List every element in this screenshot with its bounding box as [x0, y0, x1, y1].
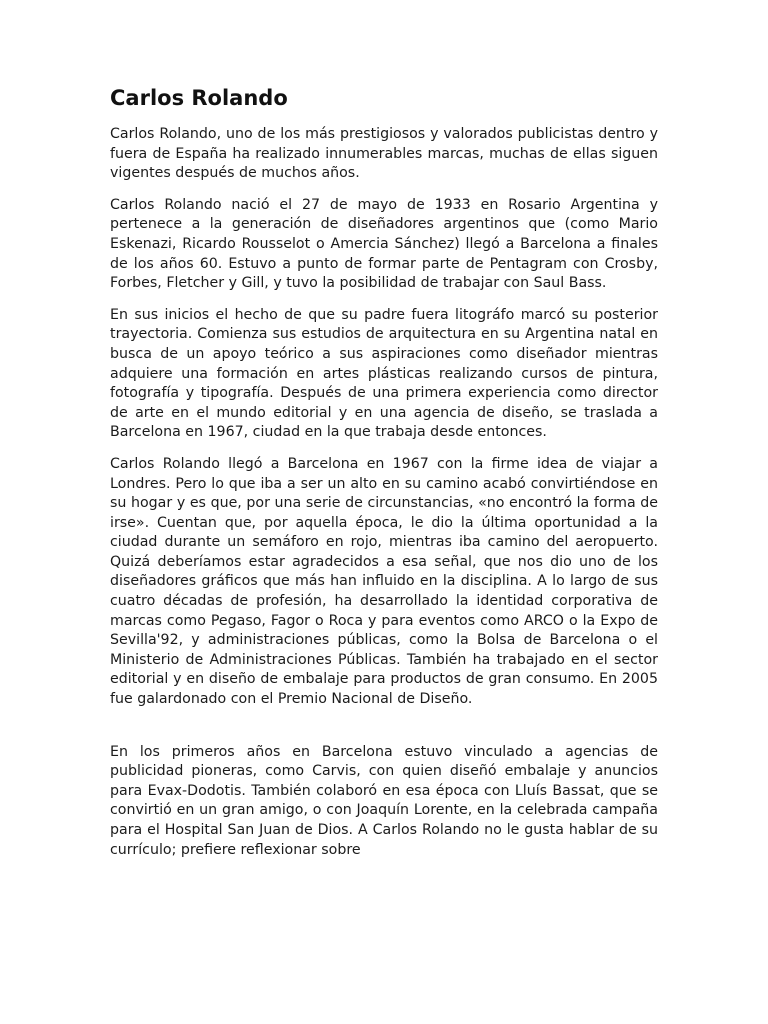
paragraph-barcelona: Carlos Rolando llegó a Barcelona en 1967 con la firme idea de viajar a Londres. Pero lo que iba a ser un alto en su camino acabó convirtiéndose en su hogar y es que, por una serie de circunstancias, «no encontró la forma de irse». Cuentan que, por aquella época, le dio la última oportunidad a la ciudad durante un semáforo en rojo, mientras iba camino del aeropuerto. Quizá deberíamos estar agradecidos a esa señal, que nos dio uno de los diseñadores gráficos que más han influido en la disciplina. A lo largo de sus cuatro décadas de profesión, ha desarrollado la identidad corporativa de marcas como Pegaso, Fagor o Roca y para eventos como ARCO o la Expo de Sevilla'92, y administraciones públicas, como la Bolsa de Barcelona o el Ministerio de Administraciones Públicas. También ha trabajado en el sector editorial y en diseño de embalaje para productos de gran consumo. En 2005 fue galardonado con el Premio Nacional de Diseño.	[110, 455, 658, 708]
paragraph-birth: Carlos Rolando nació el 27 de mayo de 1933 en Rosario Argentina y pertenece a la generación de diseñadores argentinos que (como Mario Eskenazi, Ricardo Rousselot o Amercia Sánchez) llegó a Barcelona a finales de los años 60. Estuvo a punto de formar parte de Pentagram con Crosby, Forbes, Fletcher y Gill, y tuvo la posibilidad de trabajar con Saul Bass.	[110, 196, 658, 292]
paragraph-intro: Carlos Rolando, uno de los más prestigiosos y valorados publicistas dentro y fuera de España ha realizado innumerables marcas, muchas de ellas siguen vigentes después de muchos años.	[110, 126, 658, 182]
document-page	[110, 84, 658, 872]
document-title: Carlos Rolando	[110, 86, 288, 110]
paragraph-early-years: En los primeros años en Barcelona estuvo vinculado a agencias de publicidad pioneras, como Carvis, con quien diseñó embalaje y anuncios para Evax-Dodotis. También colaboró en esa época con Lluís Bassat, que se convirtió en un gran amigo, o con Joaquín Lorente, en la celebrada campaña para el Hospital San Juan de Dios. A Carlos Rolando no le gusta hablar de su currículo; prefiere reflexionar sobre	[110, 743, 658, 858]
paragraph-beginnings: En sus inicios el hecho de que su padre fuera litográfo marcó su posterior trayectoria. Comienza sus estudios de arquitectura en su Argentina natal en busca de un apoyo teórico a sus aspiraciones como diseñador mientras adquiere una formación en artes plásticas realizando cursos de pintura, fotografía y tipografía. Después de una primera experiencia como director de arte en el mundo editorial y en una agencia de diseño, se traslada a Barcelona en 1967, ciudad en la que trabaja desde entonces.	[110, 306, 658, 441]
